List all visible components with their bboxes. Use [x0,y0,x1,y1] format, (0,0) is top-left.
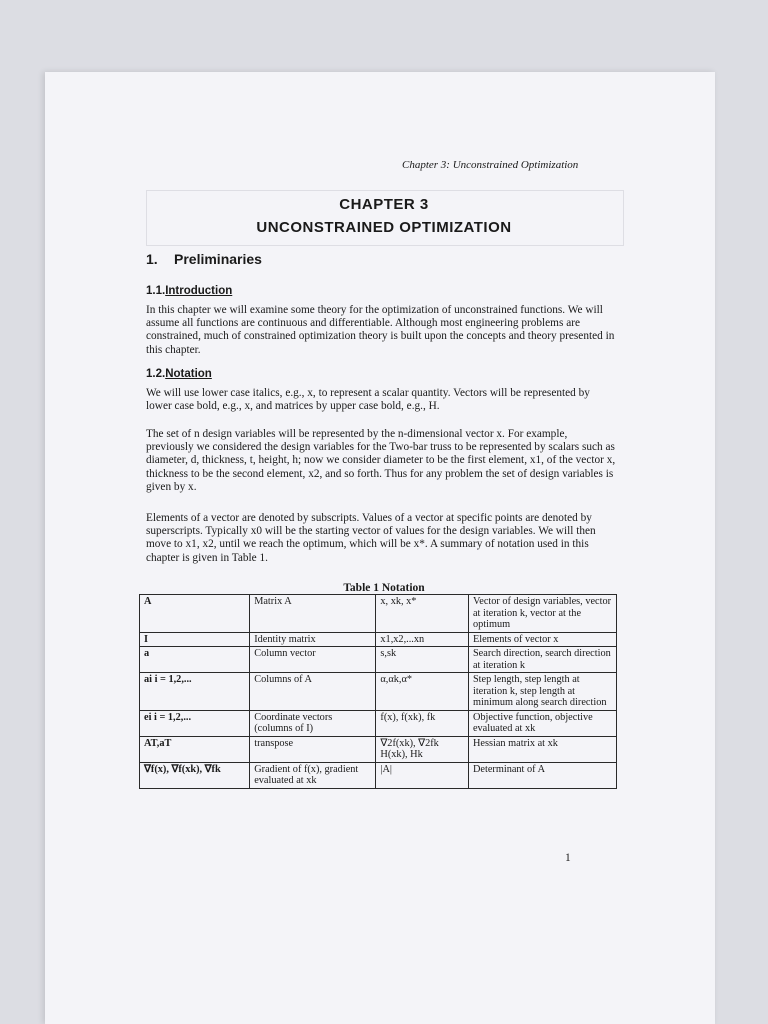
meaning-cell: Step length, step length at iteration k, step length at minimum along search direction [468,673,616,711]
meaning-cell: Search direction, search direction at iteration k [468,647,616,673]
table-row [140,595,617,633]
meaning-cell: Column vector [250,647,376,673]
running-header: Chapter 3: Unconstrained Optimization [402,159,579,171]
symbol-cell: x, xk, x* [376,595,469,633]
introduction-paragraph: In this chapter we will examine some theory for the optimization of unconstrained functions. We will assume all functions are continuous and differentiable. Although most engineering problems are constrained, much of constrained optimization theory is built upon the concepts and theory presented in this chapter. [146,304,615,356]
symbol-cell: I [140,632,250,647]
meaning-cell: Matrix A [250,595,376,633]
meaning-cell: Elements of vector x [468,632,616,647]
subsection-number: 1.1. [146,285,166,297]
chapter-number: CHAPTER 3 [339,196,429,213]
chapter-title: UNCONSTRAINED OPTIMIZATION [256,219,512,236]
meaning-cell: Columns of A [250,673,376,711]
symbol-cell: a [140,647,250,673]
page-number: 1 [565,852,571,864]
meaning-cell: Gradient of f(x), gradient evaluated at xk [250,762,376,788]
symbol-cell: ∇2f(xk), ∇2fk H(xk), Hk [376,736,469,762]
notation-table [139,594,617,789]
meaning-cell: Coordinate vectors (columns of I) [250,710,376,736]
section-heading [146,251,262,267]
table-row [140,673,617,711]
section-number: 1. [146,251,158,267]
section-title: Preliminaries [174,251,262,267]
symbol-cell: α,αk,α* [376,673,469,711]
symbol-cell: ai i = 1,2,... [140,673,250,711]
meaning-cell: Determinant of A [468,762,616,788]
table-row [140,647,617,673]
table-row [140,710,617,736]
meaning-cell: Objective function, objective evaluated at xk [468,710,616,736]
table-row [140,632,617,647]
table-row [140,736,617,762]
notation-paragraph-3: Elements of a vector are denoted by subscripts. Values of a vector at specific points are denoted by superscripts. Typically x0 will be the starting vector of values for the design variables. We will then move to x1, x2, until we reach the optimum, which will be x*. A summary of notation used in this chapter is given in Table 1. [146,512,596,564]
meaning-cell: transpose [250,736,376,762]
symbol-cell: ei i = 1,2,... [140,710,250,736]
symbol-cell: |A| [376,762,469,788]
subsection-number: 1.2. [146,368,166,380]
symbol-cell: f(x), f(xk), fk [376,710,469,736]
symbol-cell: AT,aT [140,736,250,762]
meaning-cell: Identity matrix [250,632,376,647]
symbol-cell: x1,x2,...xn [376,632,469,647]
meaning-cell: Hessian matrix at xk [468,736,616,762]
table-row [140,762,617,788]
subsection-title: Notation [165,368,212,380]
symbol-cell: ∇f(x), ∇f(xk), ∇fk [140,762,250,788]
notation-paragraph-1: We will use lower case italics, e.g., x, to represent a scalar quantity. Vectors will be represented by lower case bold, e.g., x, and matrices by upper case bold, e.g., H. [146,387,590,413]
meaning-cell: Vector of design variables, vector at iteration k, vector at the optimum [468,595,616,633]
symbol-cell: A [140,595,250,633]
subsection-heading-notation [146,368,212,380]
symbol-cell: s,sk [376,647,469,673]
table-caption: Table 1 Notation [343,582,425,594]
notation-paragraph-2: The set of n design variables will be represented by the n-dimensional vector x. For example, previously we considered the design variables for the Two-bar truss to be represented by scalars such as diameter, d, thickness, t, height, h; now we consider diameter to be the first element, x1, of the vector x, thickness to be the second element, x2, and so forth. Thus for any problem the set of design variables is given by x. [146,428,616,493]
subsection-heading-introduction [146,285,232,297]
subsection-title: Introduction [165,285,233,297]
